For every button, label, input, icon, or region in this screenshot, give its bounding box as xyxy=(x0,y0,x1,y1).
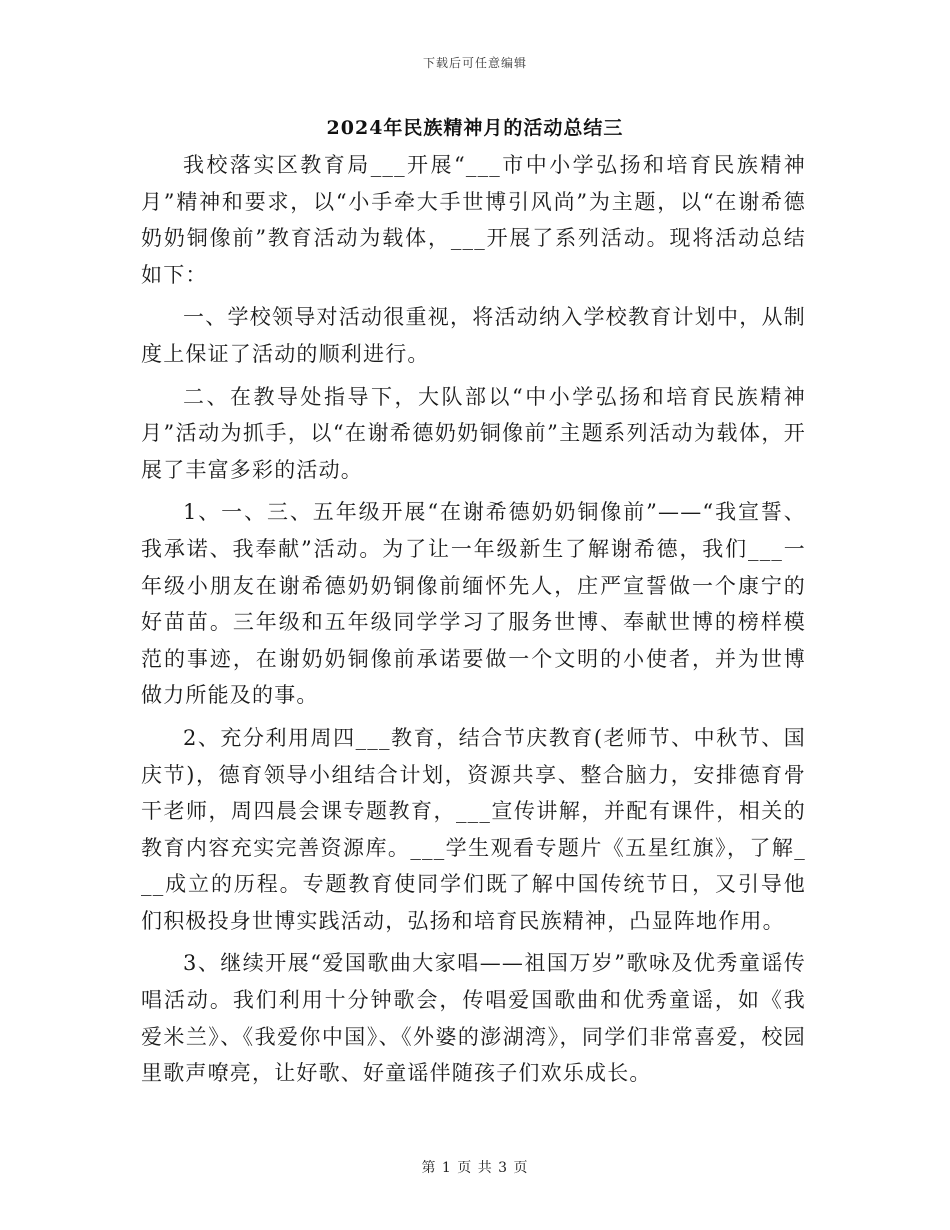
paragraph-section-1: 一、学校领导对活动很重视，将活动纳入学校教育计划中，从制度上保证了活动的顺利进行。 xyxy=(141,305,806,366)
document-body xyxy=(141,147,806,1098)
paragraph-intro: 我校落实区教育局___开展“___市中小学弘扬和培育民族精神月”精神和要求，以“小手牵大手世博引风尚”为主题，以“在谢希德奶奶铜像前”教育活动为载体，___开展了系列活动。现将活动总结如下： xyxy=(141,153,806,287)
paragraph-item-1: 1、一、三、五年级开展“在谢希德奶奶铜像前”——“我宣誓、我承诺、我奉献”活动。为了让一年级新生了解谢希德，我们___一年级小朋友在谢希德奶奶铜像前缅怀先人，庄严宣誓做一个康宁的好苗苗。三年级和五年级同学学习了服务世博、奉献世博的榜样模范的事迹，在谢奶奶铜像前承诺要做一个文明的小使者，并为世博做力所能及的事。 xyxy=(141,500,806,708)
header-note: 下载后可任意编辑 xyxy=(422,56,527,70)
paragraph-section-2: 二、在教导处指导下，大队部以“中小学弘扬和培育民族精神月”活动为抓手，以“在谢希德奶奶铜像前”主题系列活动为载体，开展了丰富多彩的活动。 xyxy=(141,384,806,482)
document-title: 2024年民族精神月的活动总结三 xyxy=(326,117,624,139)
paragraph-item-3: 3、继续开展“爱国歌曲大家唱——祖国万岁”歌咏及优秀童谣传唱活动。我们利用十分钟歌会，传唱爱国歌曲和优秀童谣，如《我爱米兰》、《我爱你中国》、《外婆的澎湖湾》，同学们非常喜爱，校园里歌声嘹亮，让好歌、好童谣伴随孩子们欢乐成长。 xyxy=(141,951,806,1086)
paragraph-item-2: 2、充分利用周四___教育，结合节庆教育(老师节、中秋节、国庆节)，德育领导小组结合计划，资源共享、整合脑力，安排德育骨干老师，周四晨会课专题教育，___宣传讲解，并配有课件，相关的教育内容充实完善资源库。___学生观看专题片《五星红旗》，了解___成立的历程。专题教育使同学们既了解中国传统节日，又引导他们积极投身世博实践活动，弘扬和培育民族精神，凸显阵地作用。 xyxy=(141,725,806,933)
page-number: 第 1 页 共 3 页 xyxy=(421,1160,529,1176)
